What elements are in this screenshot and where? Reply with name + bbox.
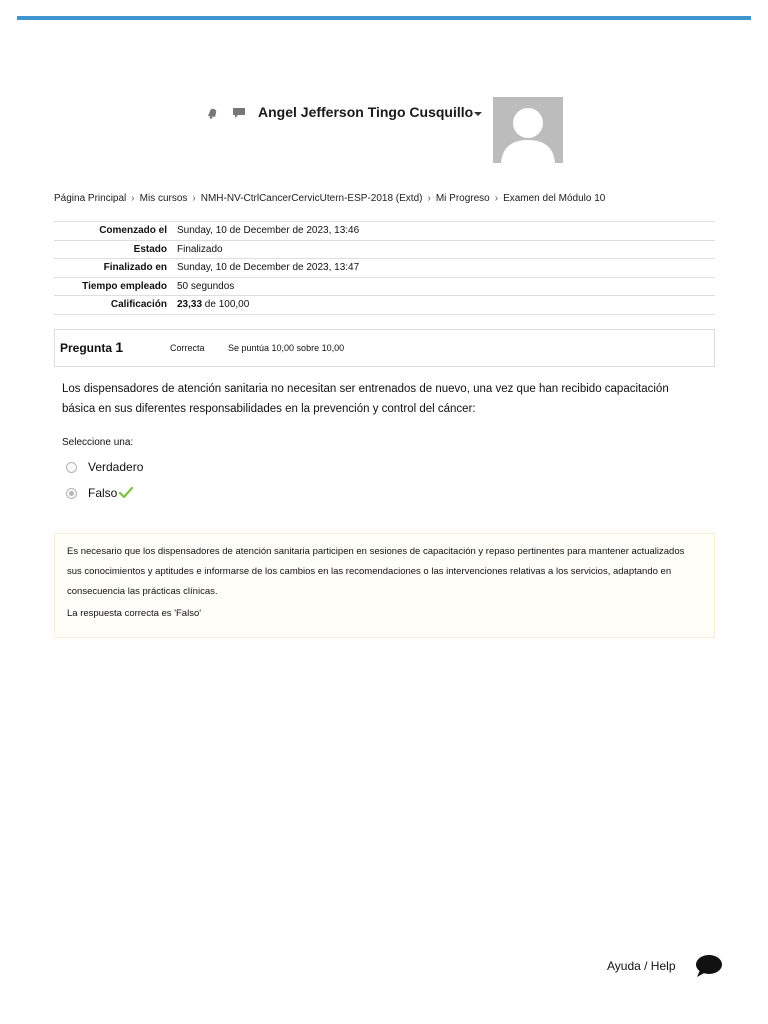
avatar[interactable] [493,97,563,163]
question-number [60,339,123,355]
summary-label: Estado [54,240,177,259]
question-text: Los dispensadores de atención sanitaria no necesitan ser entrenados de nuevo, una vez que han recibido capacitación básica en sus diferentes responsabilidades en la prevención y control del cáncer: [62,383,669,415]
summary-label: Comenzado el [54,222,177,241]
question-info-box [54,329,715,367]
summary-label: Tiempo empleado [54,277,177,296]
chevron-right-icon: › [494,193,499,204]
attempt-summary-table [54,221,715,315]
summary-row-state [54,240,715,259]
chat-bubble-icon[interactable] [695,954,723,978]
checkmark-icon [119,487,133,499]
right-answer: La respuesta correcta es 'Falso' [67,608,202,619]
breadcrumb [54,193,605,204]
summary-value: Finalizado [177,240,715,259]
chevron-right-icon: › [427,193,431,204]
summary-label: Calificación [54,296,177,315]
feedback-box [54,533,715,638]
user-name[interactable]: Angel Jefferson Tingo Cusquillo [258,104,474,120]
grade-score: 23,33 [177,299,203,311]
summary-value: 50 segundos [177,277,715,296]
summary-row-time-taken [54,277,715,296]
radio-button-selected[interactable] [66,488,77,499]
breadcrumb-item-exam[interactable]: Examen del Módulo 10 [503,193,606,204]
breadcrumb-item-course[interactable]: NMH-NV-CtrlCancerCervicUtern-ESP-2018 (Extd) [200,193,423,204]
option-label[interactable]: Falso [88,486,118,500]
user-menu-area [205,97,565,163]
summary-row-started [54,222,715,241]
help-label[interactable]: Ayuda / Help [607,959,676,973]
summary-value [177,296,715,315]
breadcrumb-item-progress[interactable]: Mi Progreso [435,193,490,204]
summary-row-finished [54,259,715,278]
radio-button[interactable] [66,462,77,473]
general-feedback: Es necesario que los dispensadores de atención sanitaria participen en sesiones de capacitación y repaso pertinentes para mantener actualizados sus conocimientos y aptitudes e informarse de los cambios en las recomendaciones o las intervenciones relativas a los servicios, adaptando en consecuencia las prácticas clínicas. [67,546,685,597]
chat-icon[interactable] [232,107,246,119]
top-accent-bar [17,16,751,20]
question-state: Correcta [170,343,205,353]
chevron-right-icon: › [131,193,135,204]
breadcrumb-item-my-courses[interactable]: Mis cursos [139,193,188,204]
question-label: Pregunta [60,341,113,355]
question-grade: Se puntúa 10,00 sobre 10,00 [228,343,345,353]
summary-value: Sunday, 10 de December de 2023, 13:46 [177,222,715,241]
breadcrumb-item-home[interactable]: Página Principal [54,193,127,204]
grade-max: de 100,00 [202,299,250,311]
chevron-right-icon: › [192,193,196,204]
question-number-value: 1 [115,339,124,355]
caret-down-icon[interactable] [474,112,482,116]
summary-label: Finalizado en [54,259,177,278]
summary-row-grade [54,296,715,315]
bell-icon[interactable] [207,107,219,119]
option-label[interactable]: Verdadero [88,460,144,474]
summary-value: Sunday, 10 de December de 2023, 13:47 [177,259,715,278]
answer-prompt: Seleccione una: [62,437,134,448]
